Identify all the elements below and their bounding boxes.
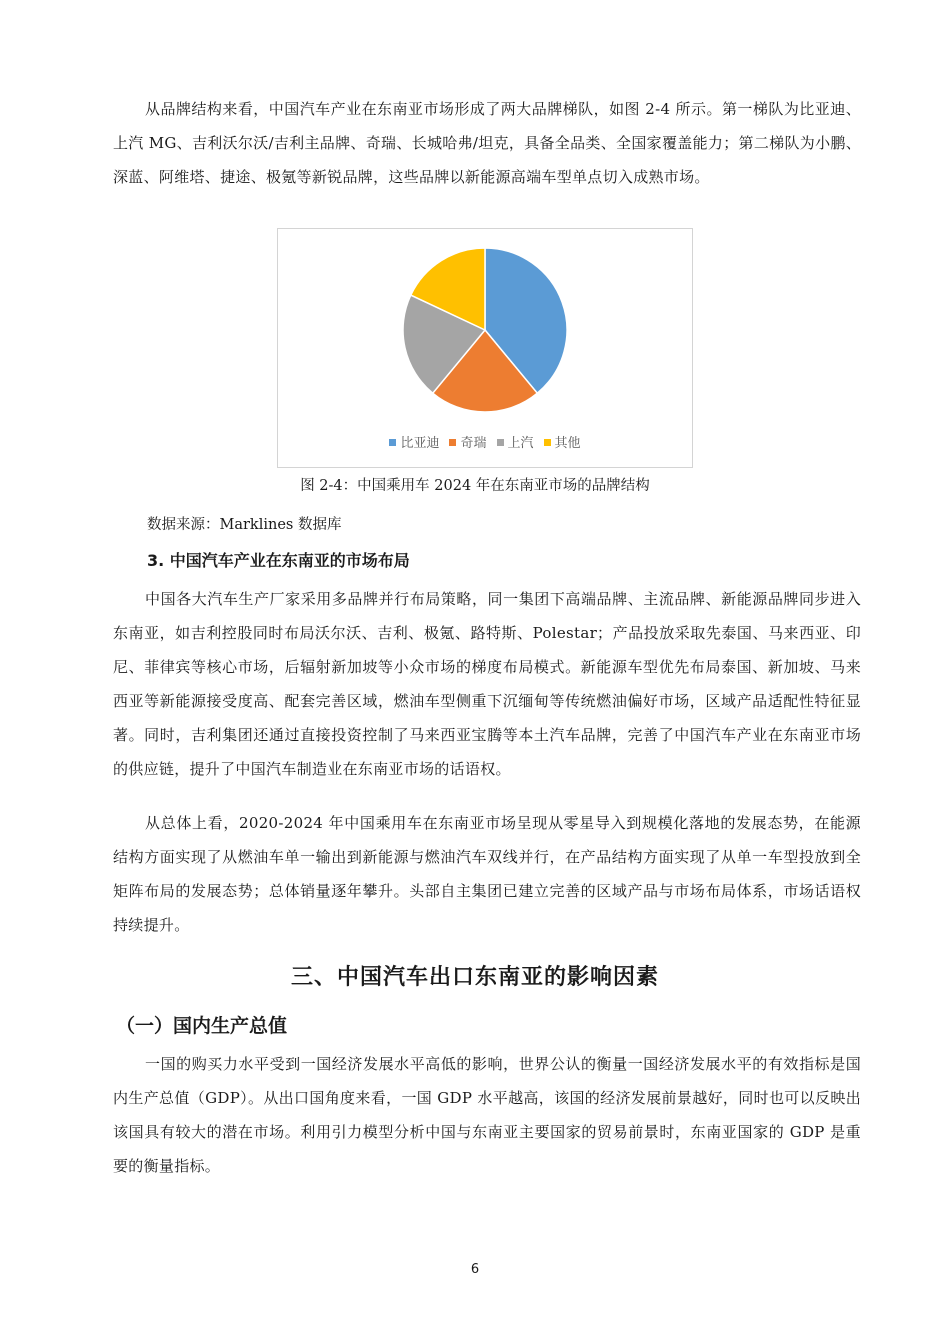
page-number: 6 xyxy=(470,1262,480,1277)
legend-label: 上汽 xyxy=(507,436,534,451)
legend-swatch xyxy=(544,439,551,446)
legend-swatch xyxy=(389,439,396,446)
chart-legend xyxy=(278,432,692,451)
legend-label: 奇瑞 xyxy=(460,436,487,451)
legend-item xyxy=(449,432,486,451)
data-source: 数据来源：Marklines 数据库 xyxy=(147,517,342,533)
paragraph-brand-structure: 从品牌结构来看，中国汽车产业在东南亚市场形成了两大品牌梯队，如图 2-4 所示。第一梯队为比亚迪、上汽 MG、吉利沃尔沃/吉利主品牌、奇瑞、长城哈弗/坦克，具备全品类、全国家覆盖能力；第二梯队为小鹏、深蓝、阿维塔、捷途、极氪等新锐品牌，这些品牌以新能源高端车型单点切入成熟市场。 xyxy=(113,100,861,186)
paragraph-market-layout: 中国各大汽车生产厂家采用多品牌并行布局策略，同一集团下高端品牌、主流品牌、新能源品牌同步进入东南亚，如吉利控股同时布局沃尔沃、吉利、极氪、路特斯、Polestar；产品投放采取先泰国、马来西亚、印尼、菲律宾等核心市场，后辐射新加坡等小众市场的梯度布局模式。新能源车型优先布局泰国、新加坡、马来西亚等新能源接受度高、配套完善区域，燃油车型侧重下沉缅甸等传统燃油偏好市场，区域产品适配性特征显著。同时，吉利集团还通过直接投资控制了马来西亚宝腾等本土汽车品牌，完善了中国汽车产业在东南亚市场的供应链，提升了中国汽车制造业在东南亚市场的话语权。 xyxy=(113,590,861,778)
paragraph-gdp: 一国的购买力水平受到一国经济发展水平高低的影响，世界公认的衡量一国经济发展水平的有效指标是国内生产总值（GDP）。从出口国角度来看，一国 GDP 水平越高，该国的经济发展前景越好，同时也可以反映出该国具有较大的潜在市场。利用引力模型分析中国与东南亚主要国家的贸易前景时，东南亚国家的 GDP 是重要的衡量指标。 xyxy=(113,1055,861,1175)
legend-item xyxy=(544,432,581,451)
legend-label: 比亚迪 xyxy=(400,436,440,451)
legend-swatch xyxy=(449,439,456,446)
legend-item xyxy=(389,432,439,451)
paragraph-overall: 从总体上看，2020-2024 年中国乘用车在东南亚市场呈现从零星导入到规模化落地的发展态势，在能源结构方面实现了从燃油车单一输出到新能源与燃油汽车双线并行，在产品结构方面实现了从单一车型投放到全矩阵布局的发展态势；总体销量逐年攀升。头部自主集团已建立完善的区域产品与市场布局体系，市场话语权持续提升。 xyxy=(113,814,861,934)
section-heading: 三、中国汽车出口东南亚的影响因素 xyxy=(290,965,659,990)
subsection-heading-gdp: （一）国内生产总值 xyxy=(116,1015,288,1037)
figure-caption: 图 2-4：中国乘用车 2024 年在东南亚市场的品牌结构 xyxy=(300,478,650,494)
pie-chart-frame xyxy=(277,228,693,468)
legend-label: 其他 xyxy=(554,436,581,451)
legend-item xyxy=(497,432,534,451)
pie-chart xyxy=(278,229,692,429)
legend-swatch xyxy=(497,439,504,446)
subsection-heading-market-layout: 3. 中国汽车产业在东南亚的市场布局 xyxy=(147,551,410,570)
